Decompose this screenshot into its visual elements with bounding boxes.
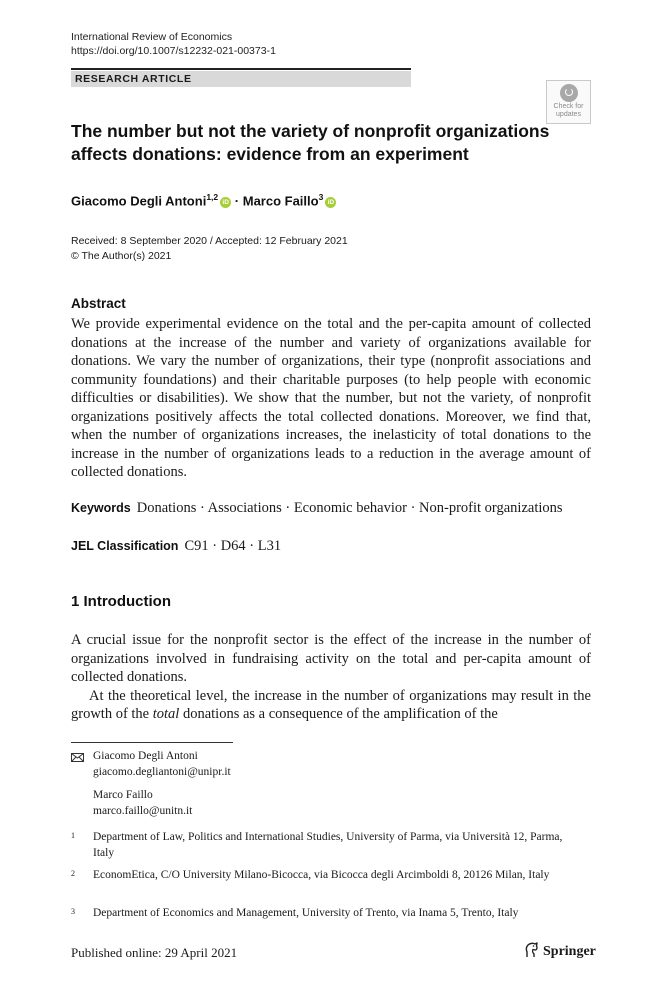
badge-line-1: Check for [553, 103, 584, 110]
footnote-rule [71, 742, 233, 743]
orcid-icon[interactable]: iD [325, 197, 336, 208]
doi-link[interactable]: https://doi.org/10.1007/s12232-021-00373-1 [71, 45, 276, 57]
corresponding-author-name: Marco Faillo [93, 789, 153, 801]
springer-horse-icon [524, 942, 539, 958]
affiliation-number: 3 [71, 907, 75, 916]
springer-logo[interactable] [524, 942, 596, 960]
jel-codes: C91 · D64 · L31 [184, 538, 282, 554]
jel-classification-line [71, 538, 281, 555]
corresponding-author-email[interactable]: marco.faillo@unitn.it [93, 804, 193, 817]
affiliation-text: Department of Law, Politics and International Studies, University of Parma, via Università 12, Parma, Italy [93, 831, 563, 859]
correspondence-entries [93, 749, 231, 819]
paper-title [71, 120, 551, 166]
author-separator: · [234, 193, 240, 209]
article-type-label: RESEARCH ARTICLE [71, 71, 411, 87]
journal-name: International Review of Economics [71, 31, 233, 43]
journal-header [71, 30, 276, 58]
affiliation-text: Department of Economics and Management, University of Trento, via Inama 5, Trento, Italy [93, 907, 519, 919]
author-affiliation-marker: 1,2 [206, 192, 219, 202]
badge-line-2: updates [556, 110, 581, 118]
published-online-date: Published online: 29 April 2021 [71, 945, 238, 960]
copyright-notice: © The Author(s) 2021 [71, 250, 172, 262]
section-heading-introduction: 1 Introduction [71, 593, 171, 610]
introduction-body [71, 631, 591, 724]
intro-p2-italic: total [152, 706, 180, 722]
author-list [71, 192, 336, 208]
author-affiliation-marker: 3 [318, 192, 324, 202]
title-line-2: affects donations: evidence from an experiment [71, 144, 469, 164]
author-name[interactable]: Marco Faillo [242, 193, 319, 209]
publisher-name: Springer [543, 944, 596, 959]
abstract-heading: Abstract [71, 296, 126, 311]
envelope-icon [71, 752, 84, 768]
received-accepted-dates: Received: 8 September 2020 / Accepted: 12 February 2021 [71, 235, 348, 247]
corresponding-author-email[interactable]: giacomo.degliantoni@unipr.it [93, 765, 231, 778]
correspondence-block [71, 749, 371, 819]
intro-p2-start: At the theoretical level, the increase in the number of organizations may result in the growth of the [71, 687, 591, 722]
author-name[interactable]: Giacomo Degli Antoni [71, 193, 207, 209]
intro-paragraph-1: A crucial issue for the nonprofit sector is the effect of the increase in the number of organizations involved in fundraising activity on the total and per-capita amount of collected donations. [71, 632, 591, 685]
jel-label: JEL Classification [71, 539, 179, 553]
title-line-1: The number but not the variety of nonprofit organizations [71, 121, 550, 141]
keywords-line [71, 500, 563, 517]
keywords-text: Donations · Associations · Economic behavior · Non-profit organizations [136, 500, 563, 516]
keywords-label: Keywords [71, 501, 131, 515]
affiliation-number: 2 [71, 869, 75, 878]
check-for-updates-icon [560, 84, 578, 102]
affiliation-number: 1 [71, 831, 75, 840]
abstract-text: We provide experimental evidence on the total and the per-capita amount of collected donations at the increase of the number and variety of organizations available for donations. We vary the number of organizations, their type (nonprofit associations and community foundations) and their charitable purposes (to help people with economic difficulties or disabilities). We show that the number, but not the variety, of nonprofit organizations positively affects the total collected donations. Moreover, we find that, when the number of organizations increases, the inelasticity of total donations to the increase in the number of organizations leads to a reduction in the average amount of collected donations. [71, 316, 591, 480]
article-dates [71, 234, 348, 264]
intro-p2-end: donations as a consequence of the amplification of the [179, 706, 498, 722]
header-rule [71, 68, 411, 70]
affiliation-text: EconomEtica, C/O University Milano-Bicocca, via Bicocca degli Arcimboldi 8, 20126 Milan, Italy [93, 869, 550, 881]
orcid-icon[interactable]: iD [220, 197, 231, 208]
check-for-updates-badge[interactable] [546, 80, 591, 124]
corresponding-author-name: Giacomo Degli Antoni [93, 750, 198, 762]
intro-paragraph-2 [71, 687, 591, 724]
